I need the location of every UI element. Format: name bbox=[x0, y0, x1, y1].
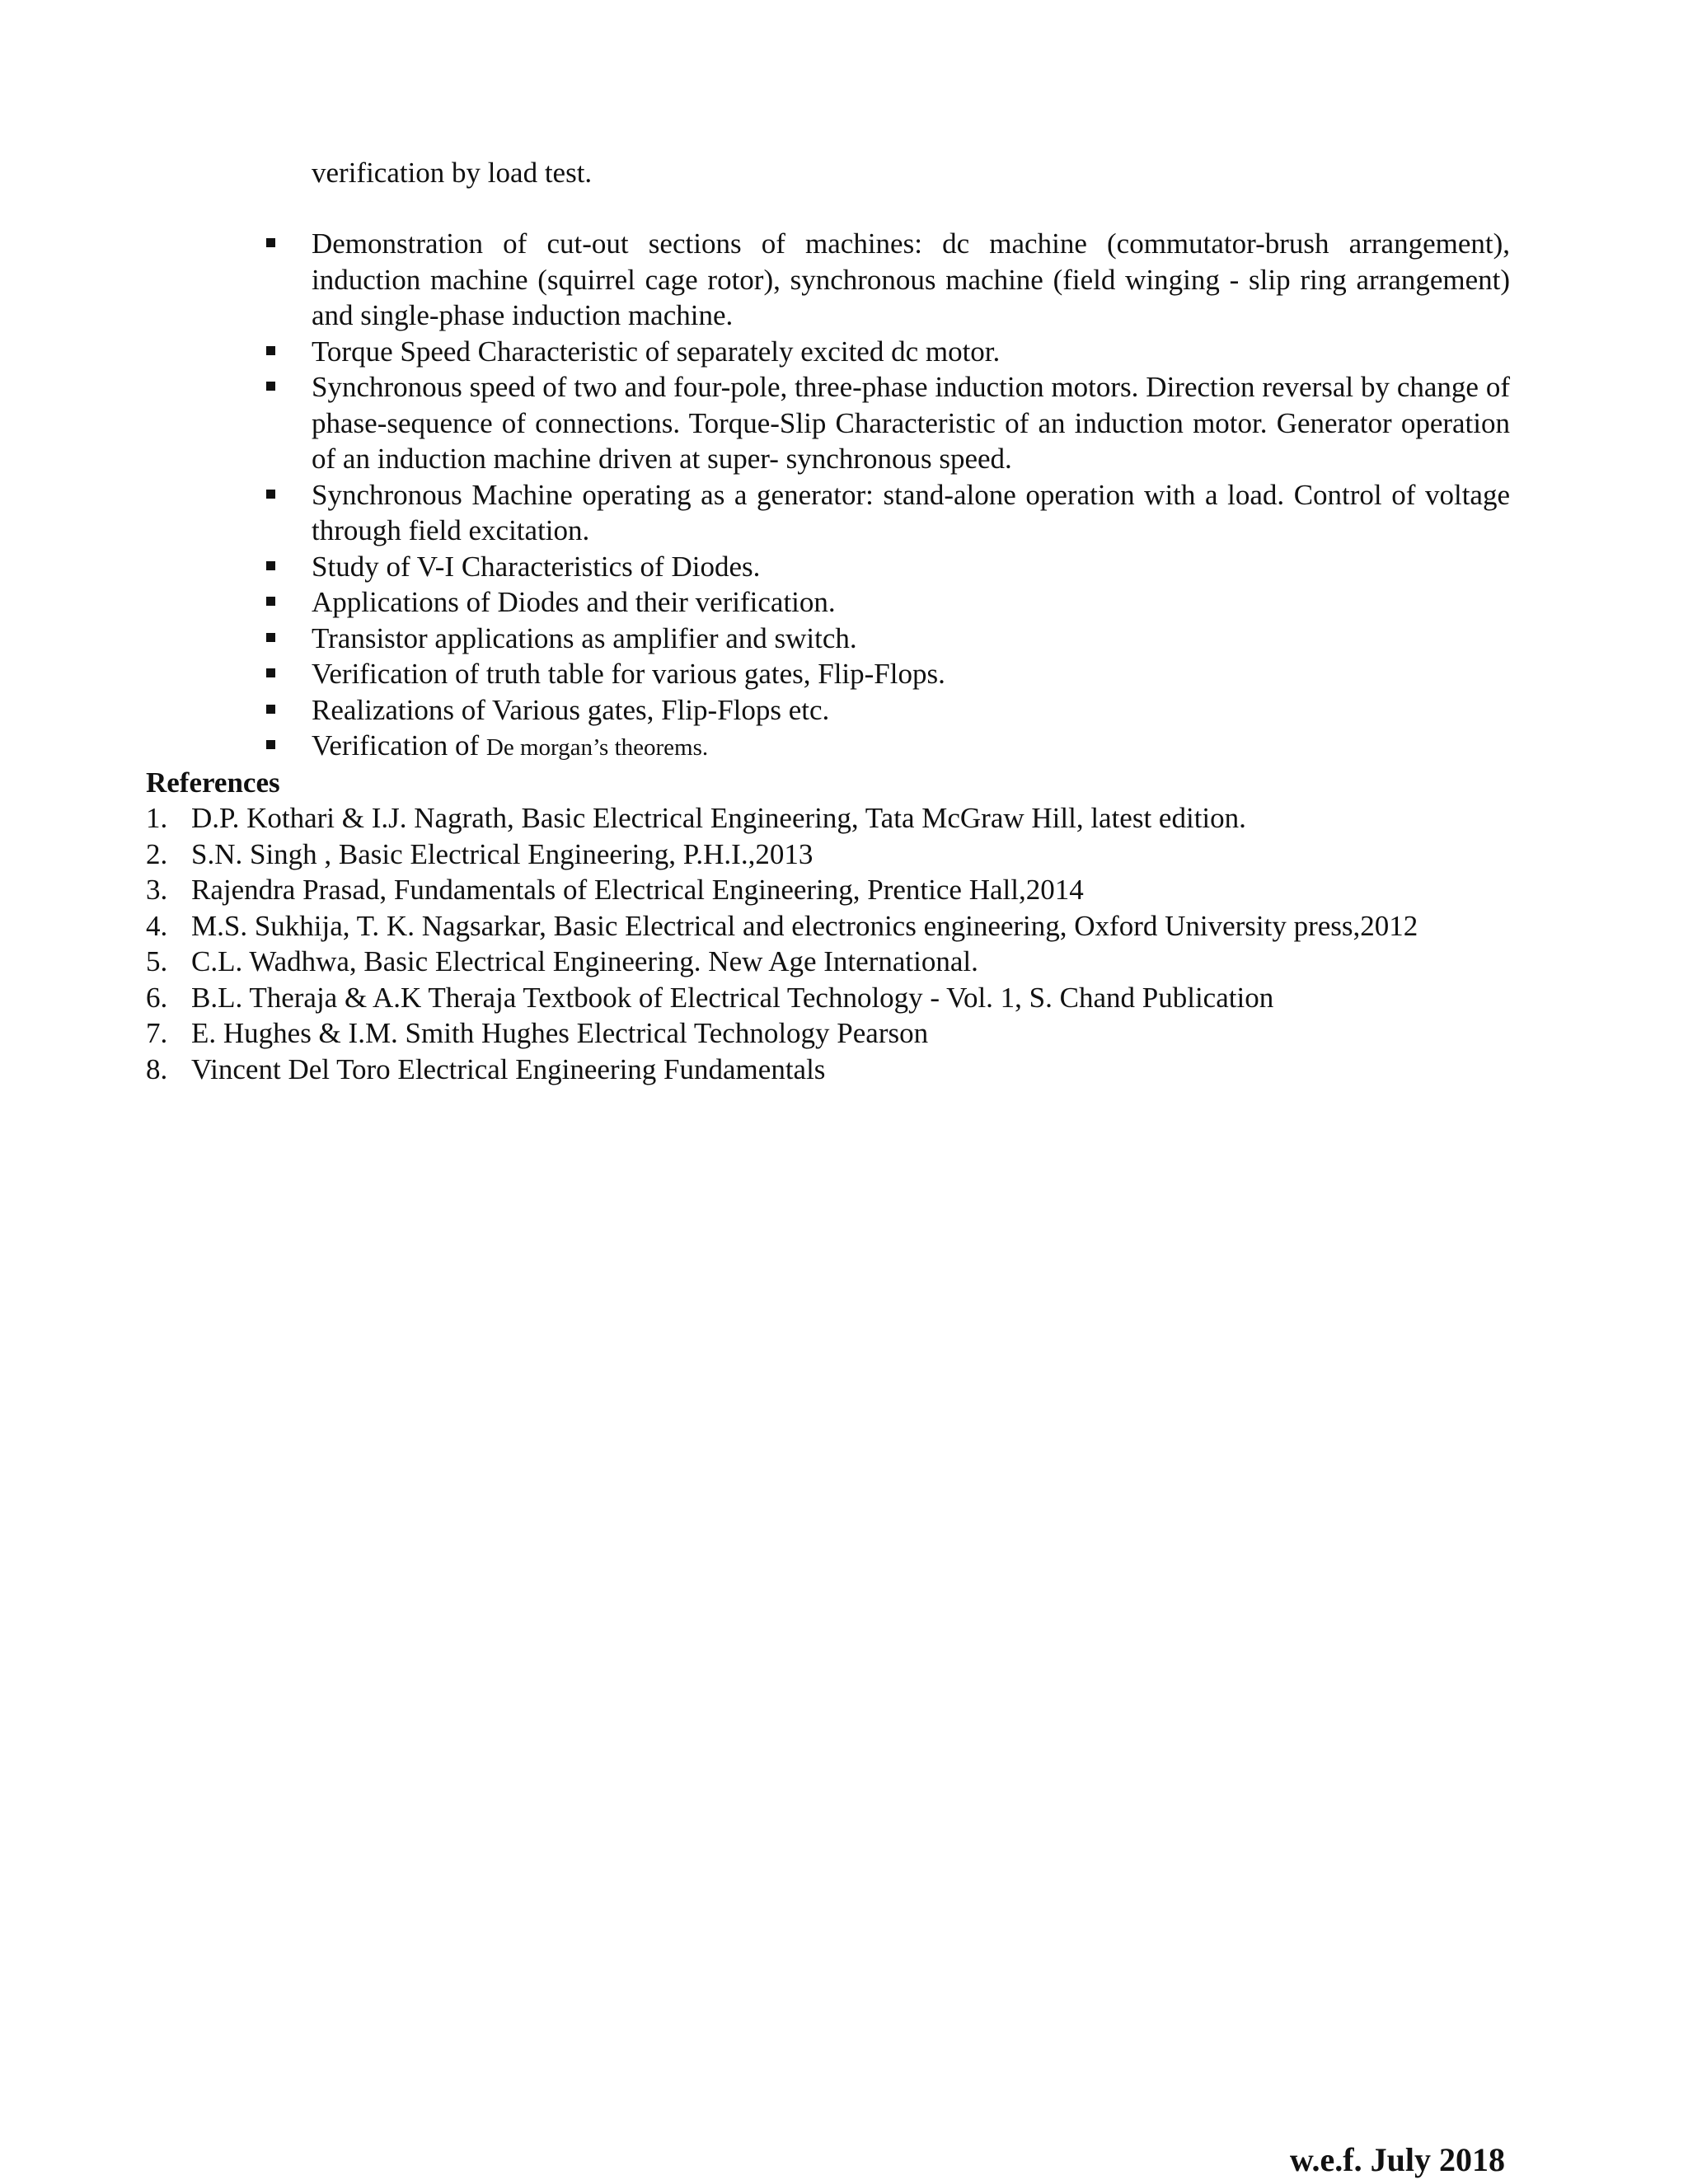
square-bullet-icon bbox=[266, 346, 275, 355]
list-item-small-text: De morgan’s theorems. bbox=[485, 734, 709, 761]
reference-number: 7. bbox=[146, 1017, 168, 1049]
reference-number: 4. bbox=[146, 909, 168, 942]
reference-text: E. Hughes & I.M. Smith Hughes Electrical Technology Pearson bbox=[191, 1017, 929, 1049]
square-bullet-icon bbox=[266, 597, 275, 606]
square-bullet-icon bbox=[266, 561, 275, 570]
square-bullet-icon bbox=[266, 490, 275, 499]
reference-item bbox=[146, 1052, 1510, 1088]
reference-item bbox=[146, 800, 1510, 837]
list-item bbox=[256, 692, 1510, 729]
square-bullet-icon bbox=[266, 668, 275, 677]
reference-number: 6. bbox=[146, 981, 168, 1014]
references-heading: References bbox=[146, 766, 280, 799]
list-item bbox=[256, 334, 1510, 370]
reference-item bbox=[146, 944, 1510, 980]
list-item-text: Synchronous Machine operating as a generator: stand-alone operation with a load. Control of voltage through field excitation. bbox=[312, 478, 1510, 546]
list-item-text: Synchronous speed of two and four-pole, three-phase induction motors. Direction reversal by change of phase-sequence of connections. Torque-Slip Characteristic of an induction motor. Generator operation of an induction machine driven at super- synchronous speed. bbox=[312, 371, 1510, 475]
list-item-text: Verification of bbox=[312, 729, 486, 762]
list-item-text: Verification of truth table for various gates, Flip-Flops. bbox=[312, 658, 945, 690]
list-item bbox=[256, 584, 1510, 621]
list-item-text: Demonstration of cut-out sections of machines: dc machine (commutator-brush arrangement), induction machine (squirrel cage rotor), synchronous machine (field winging - slip ring arrangement) and single-phase induction machine. bbox=[312, 227, 1510, 331]
list-item-text: Torque Speed Characteristic of separately excited dc motor. bbox=[312, 335, 1001, 368]
reference-text: Vincent Del Toro Electrical Engineering Fundamentals bbox=[191, 1052, 826, 1085]
continuation-line: verification by load test. bbox=[312, 157, 593, 189]
square-bullet-icon bbox=[266, 382, 275, 391]
reference-text: M.S. Sukhija, T. K. Nagsarkar, Basic Electrical and electronics engineering, Oxford University press,2012 bbox=[191, 909, 1418, 942]
list-item bbox=[256, 728, 1510, 766]
reference-text: Rajendra Prasad, Fundamentals of Electrical Engineering, Prentice Hall,2014 bbox=[191, 874, 1084, 906]
effective-date-footer: w.e.f. July 2018 bbox=[1289, 2141, 1505, 2178]
list-item-text: Study of V-I Characteristics of Diodes. bbox=[312, 550, 761, 583]
list-item bbox=[256, 621, 1510, 657]
lab-experiments-list bbox=[256, 226, 1510, 766]
reference-text: B.L. Theraja & A.K Theraja Textbook of Electrical Technology - Vol. 1, S. Chand Publication bbox=[191, 981, 1274, 1014]
reference-item bbox=[146, 837, 1510, 873]
list-item bbox=[256, 477, 1510, 549]
reference-item bbox=[146, 1015, 1510, 1052]
list-item bbox=[256, 549, 1510, 585]
list-item bbox=[256, 226, 1510, 334]
list-item-text: Applications of Diodes and their verification. bbox=[312, 586, 836, 618]
reference-item bbox=[146, 980, 1510, 1016]
reference-text: C.L. Wadhwa, Basic Electrical Engineering. New Age International. bbox=[191, 945, 978, 977]
list-item bbox=[256, 369, 1510, 477]
references-list bbox=[146, 800, 1510, 1087]
square-bullet-icon bbox=[266, 740, 275, 749]
reference-number: 2. bbox=[146, 837, 168, 870]
reference-number: 3. bbox=[146, 874, 168, 906]
reference-number: 1. bbox=[146, 802, 168, 834]
reference-number: 8. bbox=[146, 1052, 168, 1085]
reference-text: S.N. Singh , Basic Electrical Engineering, P.H.I.,2013 bbox=[191, 837, 814, 870]
square-bullet-icon bbox=[266, 633, 275, 642]
list-item-text: Realizations of Various gates, Flip-Flops etc. bbox=[312, 693, 830, 726]
list-item-text: Transistor applications as amplifier and switch. bbox=[312, 621, 857, 654]
square-bullet-icon bbox=[266, 238, 275, 247]
reference-text: D.P. Kothari & I.J. Nagrath, Basic Electrical Engineering, Tata McGraw Hill, latest edition. bbox=[191, 802, 1246, 834]
reference-item bbox=[146, 908, 1510, 944]
reference-number: 5. bbox=[146, 945, 168, 977]
square-bullet-icon bbox=[266, 705, 275, 714]
list-item bbox=[256, 656, 1510, 692]
reference-item bbox=[146, 872, 1510, 908]
